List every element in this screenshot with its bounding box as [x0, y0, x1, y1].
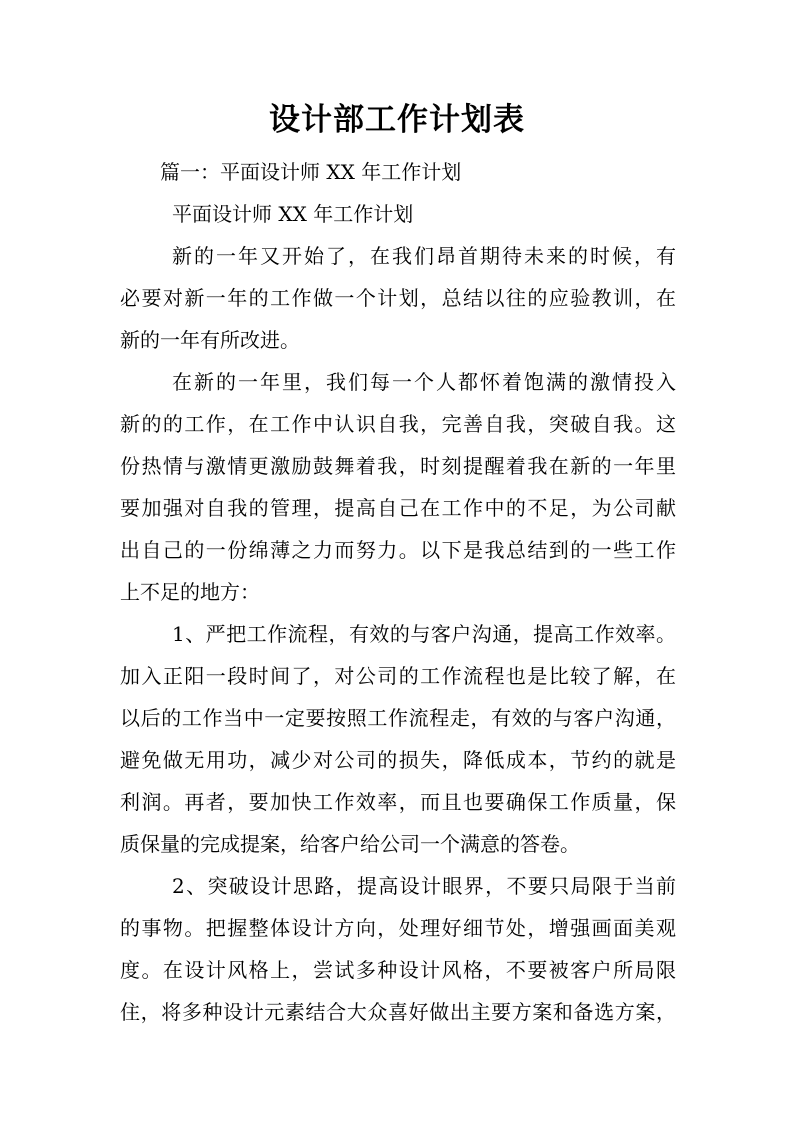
paragraph-4-line-2: 的事物。把握整体设计方向，处理好细节处，增强画面美观 — [120, 916, 676, 940]
paragraph-1-line-2: 必要对新一年的工作做一个计划，总结以往的应验教训，在 — [120, 286, 676, 310]
paragraph-1-line-3: 新的一年有所改进。 — [120, 328, 300, 352]
paragraph-4-line-4: 住，将多种设计元素结合大众喜好做出主要方案和备选方案， — [120, 1000, 676, 1024]
paragraph-3-line-2: 加入正阳一段时间了，对公司的工作流程也是比较了解，在 — [120, 664, 676, 688]
subsection-heading: 平面设计师 XX 年工作计划 — [172, 202, 414, 226]
paragraph-2-line-2: 新的的工作，在工作中认识自我，完善自我，突破自我。这 — [120, 412, 676, 436]
paragraph-3-line-3: 以后的工作当中一定要按照工作流程走，有效的与客户沟通， — [120, 706, 676, 730]
section-heading: 篇一：平面设计师 XX 年工作计划 — [160, 160, 462, 184]
paragraph-1-line-1: 新的一年又开始了，在我们昂首期待未来的时候，有 — [172, 244, 676, 268]
paragraph-2-line-4: 要加强对自我的管理，提高自己在工作中的不足，为公司献 — [120, 496, 676, 520]
paragraph-3-line-6: 质保量的完成提案，给客户给公司一个满意的答卷。 — [120, 832, 580, 856]
paragraph-3-line-1: 1、严把工作流程，有效的与客户沟通，提高工作效率。 — [172, 622, 676, 646]
paragraph-4-line-3: 度。在设计风格上，尝试多种设计风格，不要被客户所局限 — [120, 958, 676, 982]
paragraph-3-line-5: 利润。再者，要加快工作效率，而且也要确保工作质量，保 — [120, 790, 676, 814]
paragraph-2-line-5: 出自己的一份绵薄之力而努力。以下是我总结到的一些工作 — [120, 538, 676, 562]
paragraph-2-line-3: 份热情与激情更激励鼓舞着我，时刻提醒着我在新的一年里 — [120, 454, 676, 478]
paragraph-2-line-1: 在新的一年里，我们每一个人都怀着饱满的激情投入 — [172, 370, 676, 394]
paragraph-3-line-4: 避免做无用功，减少对公司的损失，降低成本，节约的就是 — [120, 748, 676, 772]
paragraph-2-line-6: 上不足的地方： — [120, 580, 260, 604]
paragraph-4-line-1: 2、突破设计思路，提高设计眼界，不要只局限于当前 — [172, 874, 676, 898]
document-title: 设计部工作计划表 — [269, 102, 525, 138]
